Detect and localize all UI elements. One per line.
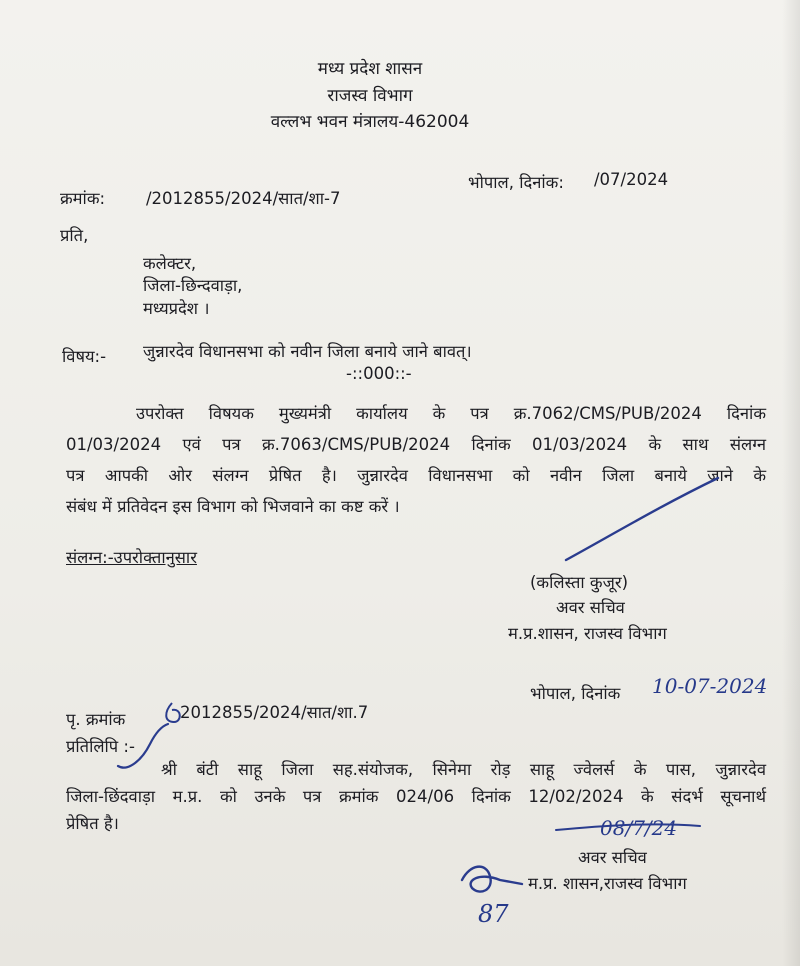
addressee-line: कलेक्टर, xyxy=(143,254,197,273)
to-label: प्रति, xyxy=(60,226,89,245)
endorsement-ref-number: 2012855/2024/सात/शा.7 xyxy=(180,703,369,722)
reference-place-date-label: भोपाल, दिनांक: xyxy=(468,173,564,192)
endorsement-designation: अवर सचिव xyxy=(578,848,647,867)
endorsement-department: म.प्र. शासन,राजस्व विभाग xyxy=(528,874,687,893)
letterhead-government: मध्य प्रदेश शासन xyxy=(317,59,423,79)
copy-label: प्रतिलिपि :- xyxy=(66,737,135,756)
endorsement-line: जिला-छिंदवाड़ा म.प्र. को उनके पत्र क्रमांक 024/06 दिनांक 12/02/2024 के संदर्भ सूचनार्थ xyxy=(66,787,766,806)
reference-date: /07/2024 xyxy=(594,170,669,189)
enclosure-note: संलग्न:-उपरोक्तानुसार xyxy=(66,548,197,567)
handwritten-sign-date: 08/7/24 xyxy=(600,816,678,840)
letterhead-department: राजस्व विभाग xyxy=(327,86,413,106)
endorsement-ref-label: पृ. क्रमांक xyxy=(66,710,126,729)
subject-text: जुन्नारदेव विधानसभा को नवीन जिला बनाये जाने बावत्। xyxy=(143,342,472,361)
body-line: उपरोक्त विषयक मुख्यमंत्री कार्यालय के पत्र क्र.7062/CMS/PUB/2024 दिनांक xyxy=(136,404,766,423)
initial-underline xyxy=(556,824,700,830)
signature-stroke xyxy=(566,478,718,560)
signatory-designation: अवर सचिव xyxy=(556,598,625,617)
reference-label: क्रमांक: xyxy=(60,189,106,208)
copy-tick-stroke xyxy=(118,724,168,768)
ref-mark-stroke xyxy=(166,703,180,722)
addressee-line: मध्यप्रदेश । xyxy=(143,299,210,318)
subject-separator: -::000::- xyxy=(346,364,412,383)
body-line: 01/03/2024 एवं पत्र क्र.7063/CMS/PUB/2024 दिनांक 01/03/2024 के साथ संलग्न xyxy=(66,435,766,454)
endorsement-line: श्री बंटी साहू जिला सह.संयोजक, सिनेमा रोड़ साहू ज्वेलर्स के पास, जुन्नारदेव xyxy=(161,760,766,779)
body-line: पत्र आपकी ओर संलग्न प्रेषित है। जुन्नारदेव विधानसभा को नवीन जिला बनाये जाने के xyxy=(66,466,766,485)
letterhead-address: वल्लभ भवन मंत्रालय-462004 xyxy=(270,112,470,132)
body-line: संबंध में प्रतिवेदन इस विभाग को भिजवाने का कष्ट करें । xyxy=(66,497,400,516)
endorsement-line: प्रेषित है। xyxy=(66,814,119,833)
handwritten-note: 87 xyxy=(478,900,509,928)
addressee-line: जिला-छिन्दवाड़ा, xyxy=(143,276,243,295)
handwritten-date: 10-07-2024 xyxy=(652,674,768,698)
reference-number: /2012855/2024/सात/शा-7 xyxy=(146,189,341,208)
signatory-department: म.प्र.शासन, राजस्व विभाग xyxy=(508,624,667,643)
endorsement-place-date-label: भोपाल, दिनांक xyxy=(530,684,621,703)
signatory-name: (कलिस्ता कुजूर) xyxy=(530,573,629,592)
subject-label: विषय:- xyxy=(62,347,107,366)
endorsement-signature-stroke xyxy=(462,867,522,892)
